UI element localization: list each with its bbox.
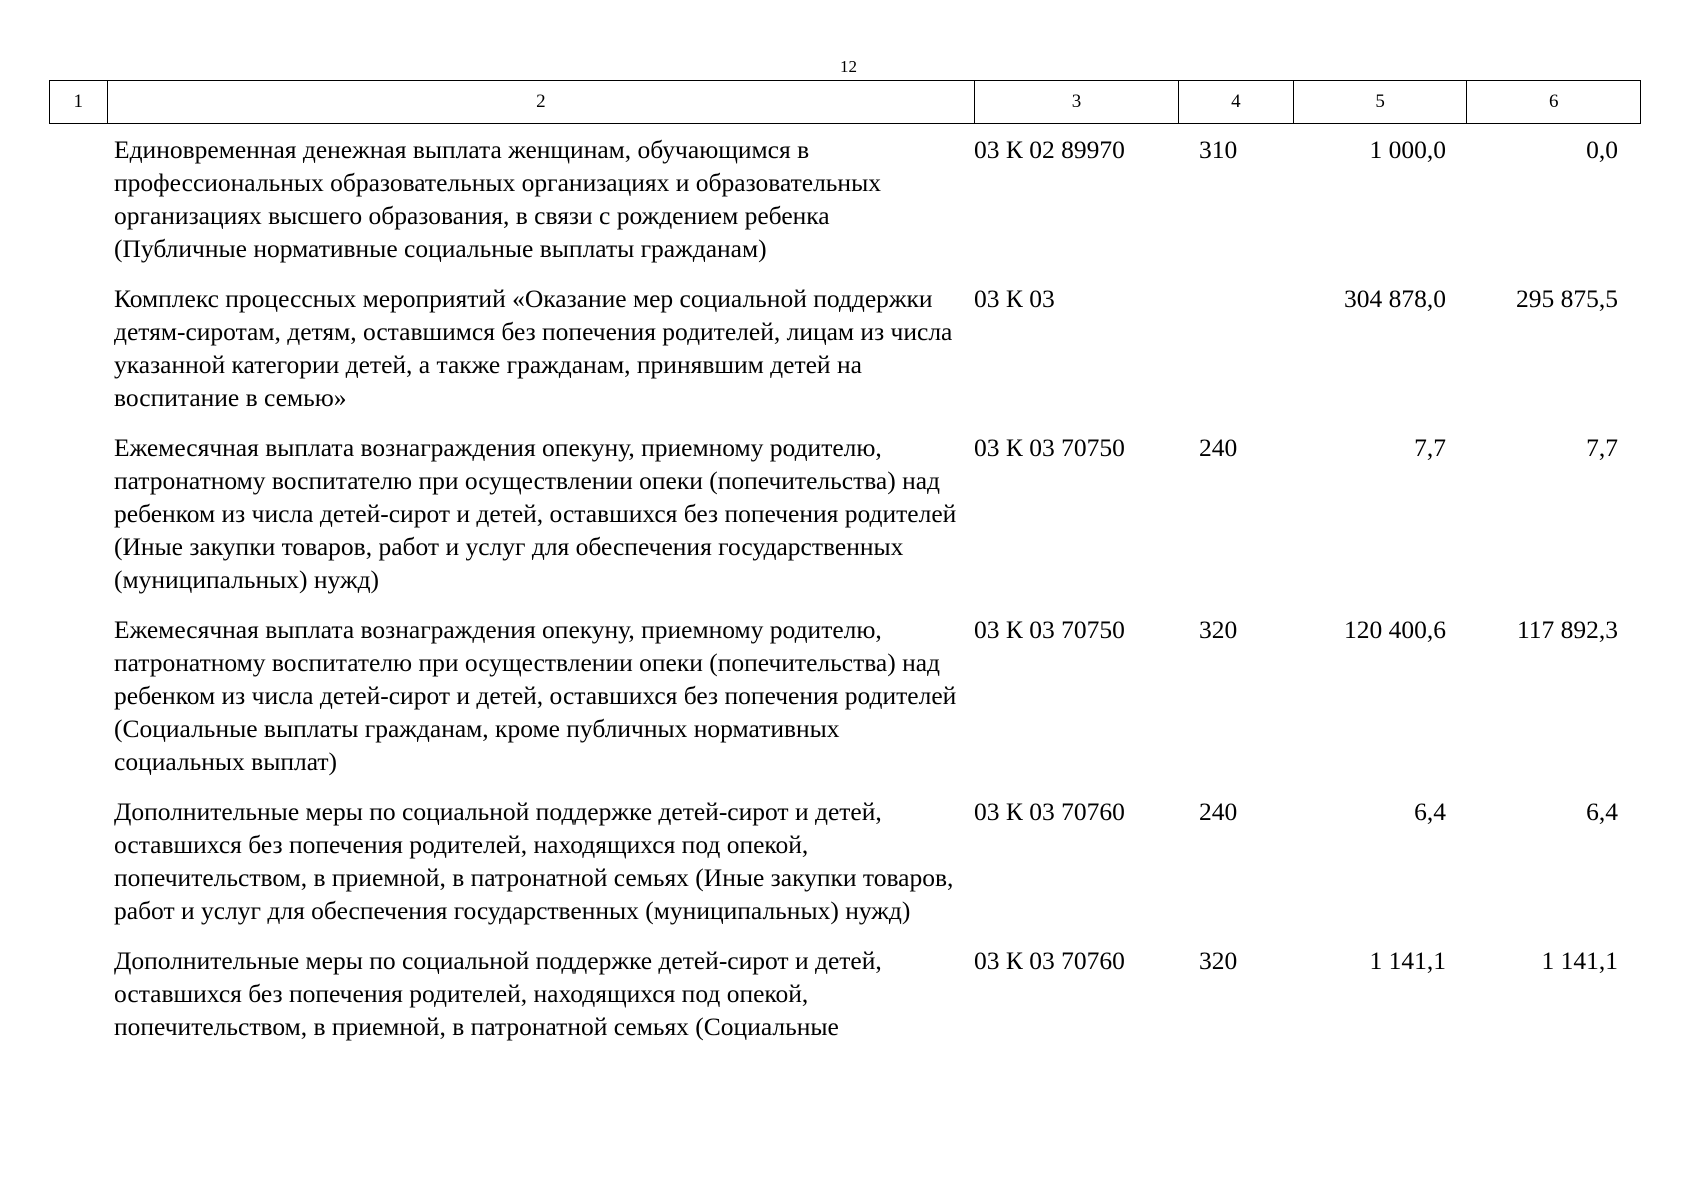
row-code: 03 К 03 — [974, 284, 1055, 313]
table-row — [49, 795, 1641, 927]
row-description: Дополнительные меры по социальной поддержке детей-сирот и детей, оставшихся без попечения родителей, находящихся под опекой, попечительством, в приемной, в патронатной семьях (Социальные — [114, 946, 882, 1041]
row-code: 03 К 03 70750 — [974, 433, 1125, 462]
row-value-5: 1 141,1 — [1369, 946, 1446, 975]
row-value-5: 7,7 — [1414, 433, 1446, 462]
row-code: 03 К 03 70750 — [974, 615, 1125, 644]
header-cell-6: 6 — [1467, 81, 1641, 124]
header-row — [50, 81, 1641, 124]
row-kind: 240 — [1199, 797, 1238, 826]
row-kind: 240 — [1199, 433, 1238, 462]
column-number-header — [49, 80, 1641, 124]
row-value-6: 1 141,1 — [1541, 946, 1618, 975]
row-value-6: 295 875,5 — [1516, 284, 1618, 313]
header-cell-1: 1 — [50, 81, 108, 124]
row-value-6: 7,7 — [1586, 433, 1618, 462]
table-row — [49, 282, 1641, 414]
row-value-6: 117 892,3 — [1516, 615, 1618, 644]
table-row — [49, 133, 1641, 265]
table-row — [49, 944, 1641, 1043]
row-value-5: 304 878,0 — [1344, 284, 1446, 313]
row-description: Комплекс процессных мероприятий «Оказание мер социальной поддержки детям-сиротам, детям, оставшимся без попечения родителей, лицам из числа указанной категории детей, а также гражданам, принявшим детей на воспитание в семью» — [114, 284, 953, 412]
row-value-5: 1 000,0 — [1369, 135, 1446, 164]
row-code: 03 К 02 89970 — [974, 135, 1125, 164]
row-kind: 310 — [1199, 135, 1238, 164]
row-code: 03 К 03 70760 — [974, 797, 1125, 826]
header-cell-3: 3 — [975, 81, 1179, 124]
table-row — [49, 431, 1641, 596]
row-code: 03 К 03 70760 — [974, 946, 1125, 975]
row-description: Единовременная денежная выплата женщинам, обучающимся в профессиональных образовательных организациях и образовательных организациях высшего образования, в связи с рождением ребенка (Публичные нормативные социальные выплаты гражданам) — [114, 135, 881, 263]
table-body — [49, 133, 1641, 1060]
row-description: Ежемесячная выплата вознаграждения опекуну, приемному родителю, патронатному воспитателю при осуществлении опеки (попечительства) над ребенком из числа детей-сирот и детей, оставшихся без попечения родителей (Иные закупки товаров, работ и услуг для обеспечения государственных (муниципальных) нужд) — [114, 433, 957, 594]
header-cell-4: 4 — [1178, 81, 1293, 124]
row-value-6: 0,0 — [1586, 135, 1618, 164]
header-cell-5: 5 — [1293, 81, 1467, 124]
row-description: Дополнительные меры по социальной поддержке детей-сирот и детей, оставшихся без попечения родителей, находящихся под опекой, попечительством, в приемной, в патронатной семьях (Иные закупки товаров, работ и услуг для обеспечения государственных (муниципальных) нужд) — [114, 797, 954, 925]
table-row — [49, 613, 1641, 778]
page-number: 12 — [840, 57, 857, 76]
row-value-6: 6,4 — [1586, 797, 1618, 826]
row-value-5: 6,4 — [1414, 797, 1446, 826]
header-cell-2: 2 — [107, 81, 975, 124]
row-kind: 320 — [1199, 946, 1238, 975]
row-kind: 320 — [1199, 615, 1238, 644]
row-description: Ежемесячная выплата вознаграждения опекуну, приемному родителю, патронатному воспитателю при осуществлении опеки (попечительства) над ребенком из числа детей-сирот и детей, оставшихся без попечения родителей (Социальные выплаты гражданам, кроме публичных нормативных социальных выплат) — [114, 615, 957, 776]
row-value-5: 120 400,6 — [1344, 615, 1446, 644]
